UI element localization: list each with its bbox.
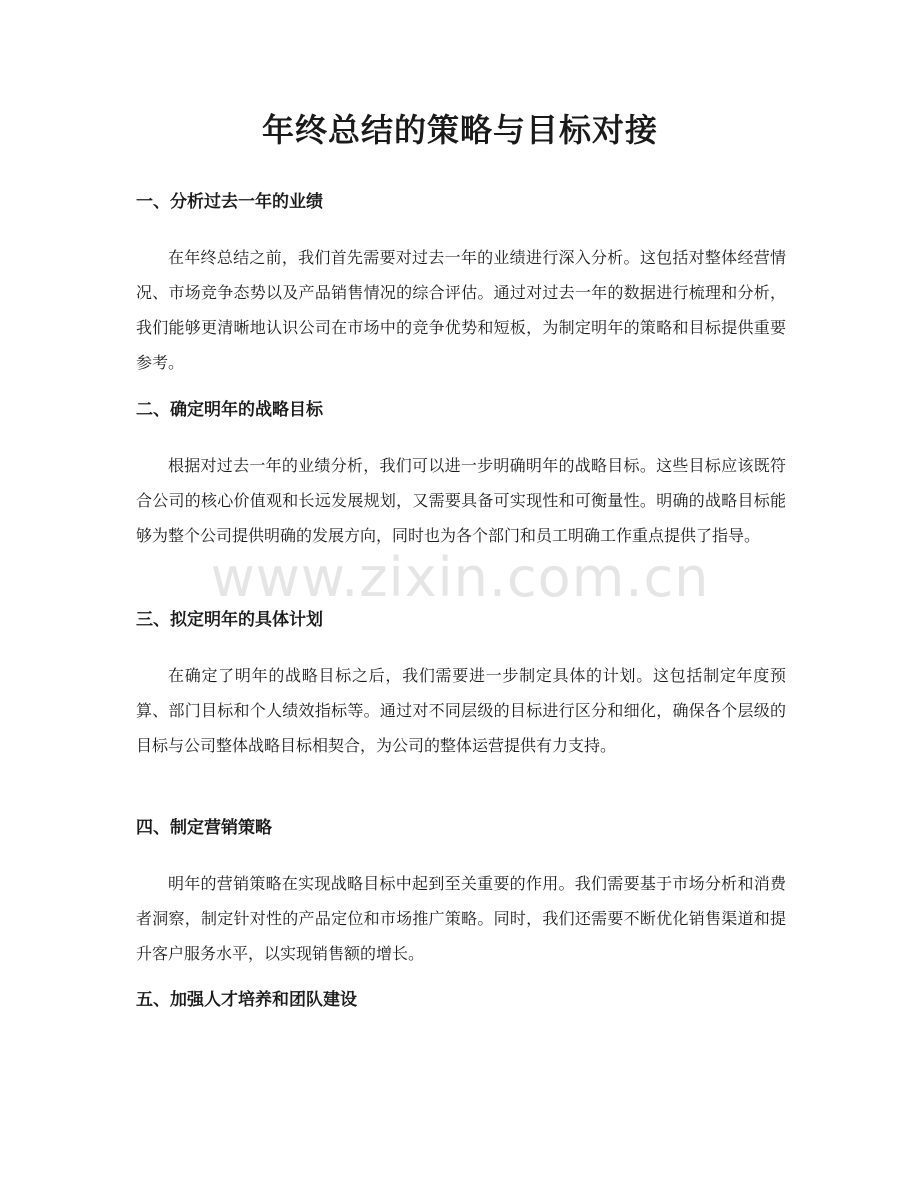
section-paragraph: 在确定了明年的战略目标之后，我们需要进一步制定具体的计划。这包括制定年度预算、部门目标和个人绩效指标等。通过对不同层级的目标进行区分和细化，确保各个层级的目标与公司整体战略目标相契合，为公司的整体运营提供有力支持。 xyxy=(136,666,786,755)
section-5 xyxy=(136,988,786,1012)
page-title: 年终总结的策略与目标对接 xyxy=(261,111,658,149)
section-paragraph: 在年终总结之前，我们首先需要对过去一年的业绩进行深入分析。这包括对整体经营情况、市场竞争态势以及产品销售情况的综合评估。通过对过去一年的数据进行梳理和分析，我们能够更清晰地认识公司在市场中的竞争优势和短板，为制定明年的策略和目标提供重要参考。 xyxy=(136,248,786,372)
section-heading: 五、加强人才培养和团队建设 xyxy=(136,990,357,1010)
section-heading: 二、确定明年的战略目标 xyxy=(136,400,323,420)
section-2 xyxy=(136,398,786,553)
section-4 xyxy=(136,816,786,971)
section-paragraph: 明年的营销策略在实现战略目标中起到至关重要的作用。我们需要基于市场分析和消费者洞察，制定针对性的产品定位和市场推广策略。同时，我们还需要不断优化销售渠道和提升客户服务水平，以实现销售额的增长。 xyxy=(136,874,786,963)
section-1 xyxy=(136,190,786,380)
section-heading: 四、制定营销策略 xyxy=(136,818,272,838)
section-heading: 三、拟定明年的具体计划 xyxy=(136,610,323,630)
section-heading: 一、分析过去一年的业绩 xyxy=(136,192,323,212)
section-3 xyxy=(136,608,786,763)
section-paragraph: 根据对过去一年的业绩分析，我们可以进一步明确明年的战略目标。这些目标应该既符合公司的核心价值观和长远发展规划，又需要具备可实现性和可衡量性。明确的战略目标能够为整个公司提供明确的发展方向，同时也为各个部门和员工明确工作重点提供了指导。 xyxy=(136,456,786,545)
watermark: www.zixin.com.cn xyxy=(210,546,710,609)
